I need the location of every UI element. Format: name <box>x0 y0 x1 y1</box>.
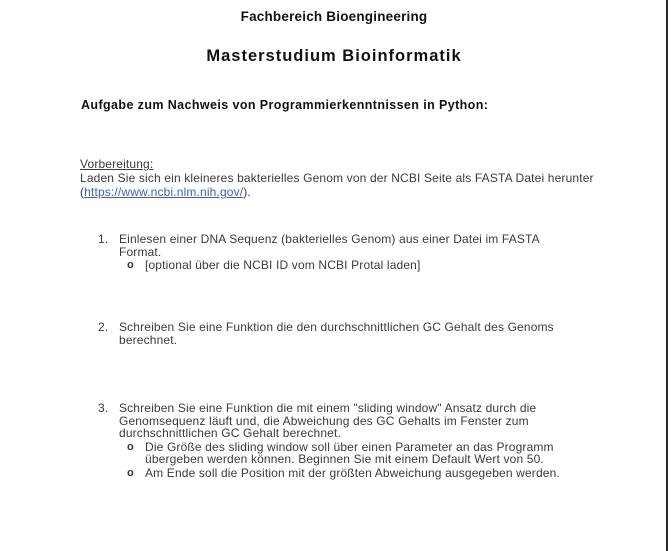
sub-bullet <box>127 439 598 466</box>
task-title: Aufgabe zum Nachweis von Programmierkenntnissen in Python: <box>81 98 489 112</box>
sub-bullet <box>127 465 598 480</box>
ncbi-link[interactable]: https://www.ncbi.nlm.nih.gov/ <box>84 185 244 199</box>
sub-bullet <box>127 258 598 272</box>
item-text: Einlesen einer DNA Sequenz (bakterielles Genom) aus einer Datei im FASTA Format. <box>119 232 540 259</box>
sub-bullet-text: Am Ende soll die Position mit der größten Abweichung ausgegeben werden. <box>145 465 560 480</box>
list-item <box>98 321 598 346</box>
department-heading: Fachbereich Bioengineering <box>240 9 428 24</box>
preparation-text-before: Laden Sie sich ein kleineres bakterielles Genom von der NCBI Seite als FASTA Datei herunter ( <box>80 171 594 199</box>
list-item <box>98 402 598 479</box>
item-number: 2. <box>98 320 109 334</box>
bullet-icon: o <box>127 466 134 479</box>
bullet-icon: o <box>127 259 134 271</box>
sub-bullet-text: Die Größe des sliding window soll über einen Parameter an das Programm übergeben werden können. Beginnen Sie mit einem Default Wert von 50. <box>145 439 554 466</box>
sub-bullet-text: [optional über die NCBI ID vom NCBI Protal laden] <box>145 258 421 272</box>
list-item <box>98 233 598 272</box>
item-number: 1. <box>98 232 109 246</box>
item-text: Schreiben Sie eine Funktion die den durchschnittlichen GC Gehalt des Genoms berechnet. <box>119 320 554 347</box>
item-number: 3. <box>98 401 109 415</box>
item-text: Schreiben Sie eine Funktion die mit einem "sliding window" Ansatz durch die Genomsequenz läuft und, die Abweichung des GC Gehalts im Fenster zum durchschnittlichen GC Gehalt berechnet. <box>119 401 537 440</box>
program-title: Masterstudium Bioinformatik <box>206 47 462 65</box>
preparation-heading: Vorbereitung: <box>80 157 154 171</box>
preparation-section <box>80 157 600 199</box>
preparation-text <box>80 171 600 199</box>
bullet-icon: o <box>127 440 134 453</box>
preparation-text-after: ). <box>243 185 251 199</box>
